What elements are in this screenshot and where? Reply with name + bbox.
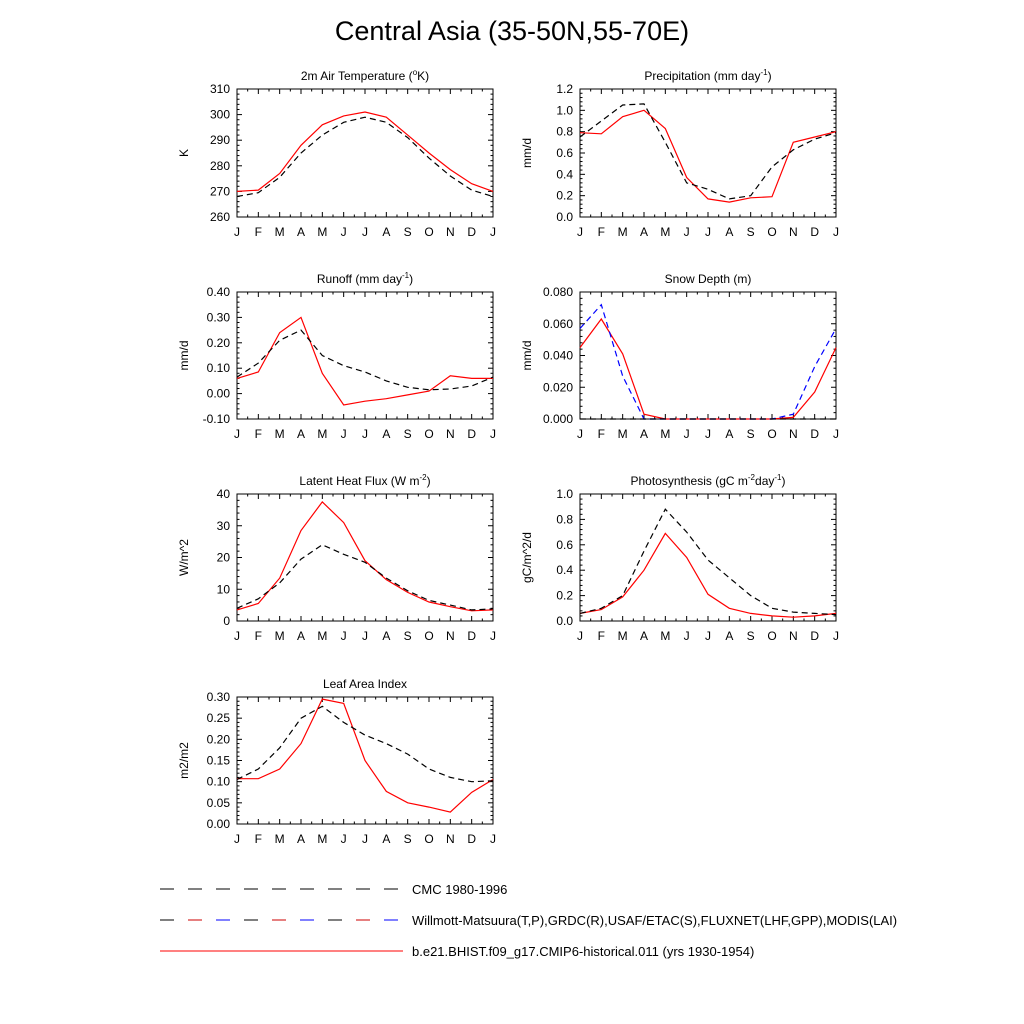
panel-title-part: o (412, 68, 418, 77)
y-tick-label: 0.00 (206, 386, 230, 401)
x-tick-label: F (254, 629, 263, 643)
x-tick-label: J (833, 629, 839, 643)
plot-frame (580, 494, 836, 621)
x-tick-label: N (445, 629, 455, 643)
panel-1 (177, 68, 496, 239)
x-tick-label: O (424, 832, 434, 846)
x-tick-label: M (617, 427, 628, 441)
y-axis-label: mm/d (520, 340, 534, 371)
y-tick-label: 0.4 (556, 563, 573, 578)
y-tick-label: 0.20 (206, 732, 230, 747)
x-tick-label: S (403, 427, 412, 441)
x-tick-label: N (788, 225, 798, 239)
series-line-obs (237, 545, 493, 610)
x-tick-label: M (274, 427, 285, 441)
x-tick-label: A (725, 427, 734, 441)
x-tick-label: O (424, 629, 434, 643)
x-tick-label: F (254, 832, 263, 846)
x-tick-label: J (234, 427, 240, 441)
y-tick-label: 1.2 (556, 82, 573, 96)
x-tick-label: S (746, 225, 755, 239)
y-tick-label: 0.0 (556, 210, 573, 224)
y-tick-label: 0.10 (206, 361, 230, 376)
legend-label: CMC 1980-1996 (412, 882, 508, 897)
x-tick-label: M (317, 427, 328, 441)
series-line-obs (580, 509, 836, 614)
x-tick-label: M (317, 629, 328, 643)
series-line-model (237, 112, 493, 191)
x-tick-label: J (705, 225, 711, 239)
y-axis-label: m2/m2 (177, 742, 191, 779)
x-tick-label: M (317, 225, 328, 239)
series-line-obs-blue (580, 305, 836, 419)
panel-title (665, 272, 752, 286)
x-tick-label: A (382, 629, 391, 643)
x-tick-label: D (467, 629, 477, 643)
panel-title (317, 271, 413, 286)
y-axis-label: gC/m^2/d (520, 532, 534, 583)
x-tick-label: J (705, 427, 711, 441)
x-tick-label: M (274, 832, 285, 846)
y-tick-label: 0.00 (206, 817, 230, 831)
x-tick-label: M (274, 225, 285, 239)
panel-title-part: Latent Heat Flux (W m (299, 474, 420, 488)
x-tick-label: A (296, 225, 306, 239)
x-tick-label: J (577, 629, 583, 643)
panel-7 (177, 677, 496, 846)
x-tick-label: A (639, 225, 649, 239)
y-axis-label: W/m^2 (177, 539, 191, 576)
x-tick-label: J (362, 832, 368, 846)
x-tick-label: J (490, 832, 496, 846)
panel-title-part: ) (409, 272, 414, 286)
panel-title-part: Leaf Area Index (322, 677, 408, 691)
x-tick-label: J (362, 427, 368, 441)
y-tick-label: 0.080 (542, 285, 573, 299)
y-tick-label: 290 (209, 133, 230, 148)
x-tick-label: O (767, 629, 777, 643)
panel-title-part: -1 (774, 473, 782, 482)
x-tick-label: F (254, 225, 263, 239)
x-tick-label: J (490, 225, 496, 239)
legend-label: Willmott-Matsuura(T,P),GRDC(R),USAF/ETAC(S),FLUXNET(LHF,GPP),MODIS(LAI) (412, 913, 898, 928)
x-tick-label: J (340, 427, 347, 441)
x-tick-label: J (833, 427, 839, 441)
x-tick-label: A (725, 629, 734, 643)
y-axis-label: mm/d (520, 138, 534, 168)
legend-item-3 (160, 944, 754, 959)
x-tick-label: M (660, 225, 671, 239)
x-tick-label: D (810, 629, 820, 643)
x-tick-label: N (445, 832, 455, 846)
x-tick-label: D (810, 427, 820, 441)
y-tick-label: 0.40 (206, 285, 230, 299)
y-axis-label: mm/d (177, 340, 191, 371)
panel-title-part: Photosynthesis (gC m (630, 474, 748, 488)
x-tick-label: J (683, 629, 690, 643)
x-tick-label: F (597, 427, 606, 441)
x-tick-label: O (424, 427, 434, 441)
x-tick-label: J (234, 225, 240, 239)
x-tick-label: A (296, 832, 306, 846)
plot-frame (237, 292, 493, 419)
series-line-model (580, 110, 836, 202)
x-tick-label: J (362, 225, 368, 239)
legend-item-1 (160, 882, 507, 897)
x-tick-label: O (767, 427, 777, 441)
legend-item-2 (160, 913, 897, 928)
x-tick-label: J (340, 629, 347, 643)
panel-2 (520, 68, 839, 239)
y-tick-label: 0.2 (556, 188, 573, 203)
y-tick-label: 0.4 (556, 167, 573, 182)
series-line-model (237, 317, 493, 405)
x-tick-label: A (296, 427, 306, 441)
y-tick-label: 0.0 (556, 614, 573, 628)
y-tick-label: 10 (216, 582, 230, 597)
series-line-model (237, 699, 493, 812)
panel-title (323, 677, 407, 691)
panel-3 (177, 271, 496, 441)
series-line-model (237, 502, 493, 611)
panel-title (631, 473, 786, 488)
x-tick-label: F (254, 427, 263, 441)
y-tick-label: 40 (216, 487, 230, 501)
y-tick-label: 0.020 (542, 380, 573, 395)
x-tick-label: J (340, 225, 347, 239)
series-line-model (580, 533, 836, 617)
y-tick-label: 270 (209, 184, 230, 199)
y-tick-label: 0.30 (206, 690, 230, 704)
series-line-obs (580, 104, 836, 199)
y-tick-label: 0.05 (206, 795, 230, 810)
y-tick-label: 0.25 (206, 711, 230, 726)
panel-title-part: 2m Air Temperature ( (300, 69, 413, 83)
y-tick-label: 0.20 (206, 335, 230, 350)
y-tick-label: 0.8 (556, 512, 573, 527)
x-tick-label: J (683, 225, 690, 239)
x-tick-label: J (340, 832, 347, 846)
x-tick-label: J (705, 629, 711, 643)
y-tick-label: 0.8 (556, 124, 573, 139)
y-tick-label: 0.2 (556, 588, 573, 603)
y-tick-label: 0.060 (542, 316, 573, 331)
panel-6 (520, 473, 839, 643)
panel-title-part: ) (767, 69, 772, 83)
x-tick-label: M (317, 832, 328, 846)
x-tick-label: D (467, 225, 477, 239)
x-tick-label: A (382, 225, 391, 239)
x-tick-label: J (362, 629, 368, 643)
series-line-obs (237, 330, 493, 390)
y-tick-label: 20 (216, 550, 230, 565)
y-tick-label: 0.15 (206, 753, 230, 768)
x-tick-label: A (382, 427, 391, 441)
x-tick-label: M (660, 629, 671, 643)
x-tick-label: O (424, 225, 434, 239)
x-tick-label: J (683, 427, 690, 441)
x-tick-label: F (597, 225, 606, 239)
series-line-obs (237, 117, 493, 196)
y-tick-label: -0.10 (202, 412, 230, 426)
x-tick-label: J (833, 225, 839, 239)
y-tick-label: 0.040 (542, 348, 573, 363)
x-tick-label: J (490, 427, 496, 441)
x-tick-label: J (234, 832, 240, 846)
x-tick-label: A (382, 832, 391, 846)
plot-frame (580, 89, 836, 217)
panel-4 (520, 272, 839, 441)
y-axis-label: K (177, 148, 191, 158)
x-tick-label: S (746, 427, 755, 441)
x-tick-label: A (639, 629, 649, 643)
y-tick-label: 260 (209, 210, 230, 224)
figure-title: Central Asia (35-50N,55-70E) (334, 16, 690, 46)
legend-label: b.e21.BHIST.f09_g17.CMIP6-historical.011 (yrs 1930-1954) (412, 944, 755, 959)
panel-title-part: K) (417, 69, 430, 83)
x-tick-label: A (639, 427, 649, 441)
panel-title-part: -2 (419, 473, 427, 482)
plot-frame (580, 292, 836, 419)
x-tick-label: J (234, 629, 240, 643)
x-tick-label: N (788, 629, 798, 643)
panel-title-part: -2 (747, 473, 756, 482)
panel-5 (177, 473, 496, 643)
x-tick-label: N (445, 427, 455, 441)
x-tick-label: O (767, 225, 777, 239)
x-tick-label: J (577, 427, 583, 441)
plot-frame (237, 89, 493, 217)
x-tick-label: N (788, 427, 798, 441)
panel-title-part: ) (426, 474, 431, 488)
x-tick-label: D (810, 225, 820, 239)
x-tick-label: M (660, 427, 671, 441)
x-tick-label: S (746, 629, 755, 643)
x-tick-label: J (577, 225, 583, 239)
x-tick-label: A (725, 225, 734, 239)
panel-title-part: Runoff (mm day (316, 272, 403, 286)
y-tick-label: 0.6 (556, 537, 573, 552)
y-tick-label: 1.0 (556, 487, 573, 501)
y-tick-label: 30 (216, 518, 230, 533)
panel-title-part: -1 (402, 271, 410, 280)
panel-title-part: -1 (760, 68, 768, 77)
y-tick-label: 0.000 (542, 412, 573, 426)
x-tick-label: M (617, 225, 628, 239)
x-tick-label: F (597, 629, 606, 643)
panel-title-part: Precipitation (mm day (644, 69, 761, 83)
x-tick-label: A (296, 629, 306, 643)
x-tick-label: M (274, 629, 285, 643)
y-tick-label: 0.10 (206, 774, 230, 789)
y-tick-label: 0.30 (206, 310, 230, 325)
panel-title (301, 68, 429, 83)
panel-title-part: Snow Depth (m) (664, 272, 752, 286)
panel-title-part: ) (781, 474, 786, 488)
plot-frame (237, 494, 493, 621)
x-tick-label: D (467, 832, 477, 846)
x-tick-label: N (445, 225, 455, 239)
y-tick-label: 0 (223, 614, 230, 628)
x-tick-label: M (617, 629, 628, 643)
x-tick-label: S (403, 629, 412, 643)
panel-title (299, 473, 430, 488)
y-tick-label: 0.6 (556, 146, 573, 160)
y-tick-label: 300 (209, 107, 230, 122)
x-tick-label: S (403, 832, 412, 846)
panel-title-part: day (755, 474, 775, 488)
x-tick-label: D (467, 427, 477, 441)
y-tick-label: 280 (209, 158, 230, 173)
panel-title (644, 68, 771, 83)
x-tick-label: J (490, 629, 496, 643)
y-tick-label: 1.0 (556, 103, 573, 118)
y-tick-label: 310 (209, 82, 230, 96)
x-tick-label: S (403, 225, 412, 239)
